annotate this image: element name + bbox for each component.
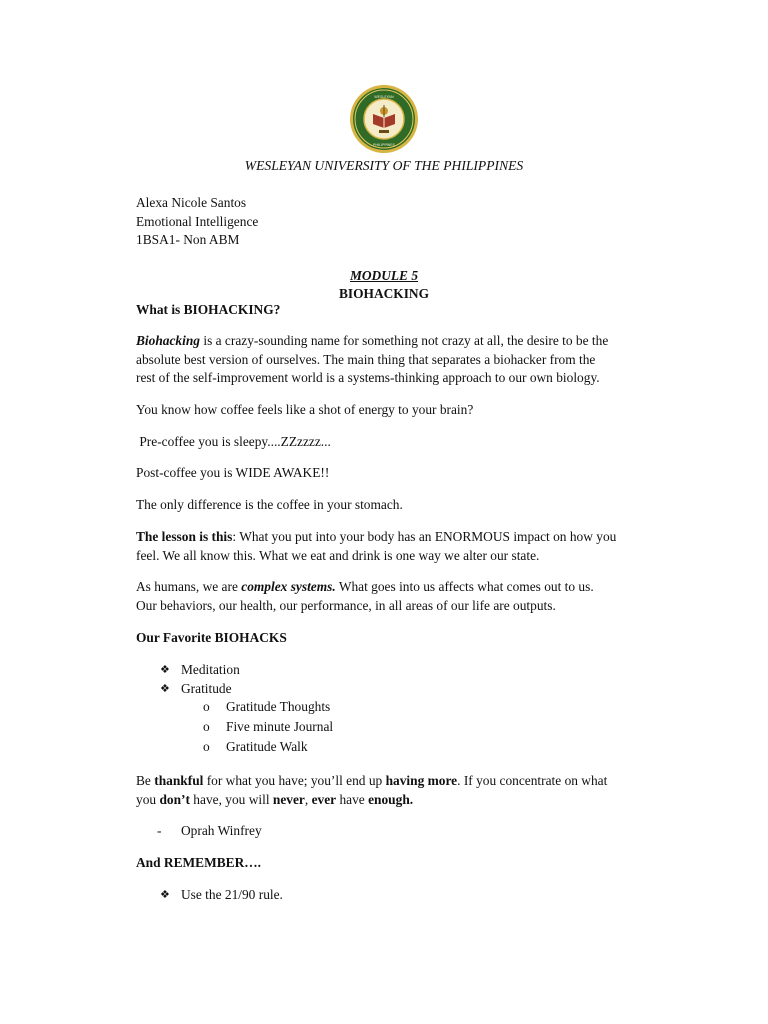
quote-text: , (304, 791, 312, 807)
quote-text: you (136, 791, 160, 807)
quote-author: Oprah Winfrey (181, 823, 262, 838)
intro-paragraph (136, 332, 636, 388)
module-title: BIOHACKING (338, 286, 430, 301)
quote-emphasis: having more (385, 773, 458, 788)
subject-name: Emotional Intelligence (136, 213, 259, 229)
section-name: 1BSA1- Non ABM (136, 232, 240, 247)
diamond-bullet-icon: ❖ (160, 683, 170, 695)
dash-bullet-icon: - (157, 823, 162, 838)
remember-heading: And REMEMBER…. (136, 855, 261, 870)
intro-line-3: rest of the self-improvement world is a systems-thinking approach to our own biology. (136, 370, 600, 385)
humans-post: What goes into us affects what comes out to us. (335, 579, 594, 594)
difference-line: The only difference is the coffee in your stomach. (136, 497, 403, 512)
intro-line-2: absolute best version of ourselves. The main thing that separates a biohacker from the (136, 351, 596, 367)
quote-text: have (336, 791, 369, 807)
list-item-label: Gratitude (181, 681, 232, 696)
circle-bullet-icon: o (203, 739, 210, 754)
sub-list-item-label: Five minute Journal (226, 719, 334, 734)
diamond-bullet-icon: ❖ (160, 889, 170, 901)
lesson-paragraph (136, 528, 636, 565)
svg-text:PHILIPPINES: PHILIPPINES (373, 143, 395, 147)
favorites-heading: Our Favorite BIOHACKS (136, 630, 287, 645)
sub-list-item-label: Gratitude Thoughts (226, 699, 331, 714)
complex-systems-emphasis: complex systems. (241, 579, 336, 594)
quote-text: . If you concentrate on what (457, 773, 608, 788)
list-item-label: Use the 21/90 rule. (181, 887, 283, 902)
lesson-line-1: : What you put into your body has an ENORMOUS impact on how you (232, 529, 617, 544)
quote-text: for what you have; you’ll end up (203, 773, 386, 788)
university-name: WESLEYAN UNIVERSITY OF THE PHILIPPINES (244, 158, 524, 173)
humans-line-2: Our behaviors, our health, our performance, in all areas of our life are outputs. (136, 597, 556, 613)
biohacking-term: Biohacking (136, 333, 200, 348)
lesson-line-2: feel. We all know this. What we eat and drink is one way we alter our state. (136, 547, 540, 563)
coffee-question: You know how coffee feels like a shot of energy to your brain? (136, 402, 474, 417)
student-name: Alexa Nicole Santos (136, 195, 247, 210)
svg-text:WESLEYAN: WESLEYAN (374, 95, 394, 99)
module-number: MODULE 5 (349, 268, 419, 283)
pre-coffee-line: Pre-coffee you is sleepy....ZZzzzz... (136, 434, 331, 449)
quote-emphasis: enough. (368, 791, 414, 807)
sub-list-item-label: Gratitude Walk (226, 739, 308, 754)
student-info (136, 194, 258, 250)
question-heading: What is BIOHACKING? (136, 302, 281, 317)
quote-emphasis: ever (311, 791, 337, 807)
quote-text: have, you will (189, 791, 273, 807)
lesson-label: The lesson is this (136, 529, 233, 544)
humans-paragraph (136, 578, 636, 615)
intro-line-1: is a crazy-sounding name for something not crazy at all, the desire to be the (200, 333, 609, 348)
quote-emphasis: thankful (154, 773, 204, 788)
humans-pre: As humans, we are (136, 579, 242, 594)
quote-emphasis: never (272, 791, 305, 807)
diamond-bullet-icon: ❖ (160, 664, 170, 676)
university-seal-logo (349, 84, 419, 154)
quote-emphasis: don’t (159, 791, 190, 807)
quote-text: Be (136, 773, 155, 788)
circle-bullet-icon: o (203, 699, 210, 714)
post-coffee-line: Post-coffee you is WIDE AWAKE!! (136, 465, 330, 480)
quote-paragraph (136, 772, 656, 809)
circle-bullet-icon: o (203, 719, 210, 734)
list-item-label: Meditation (181, 662, 240, 677)
